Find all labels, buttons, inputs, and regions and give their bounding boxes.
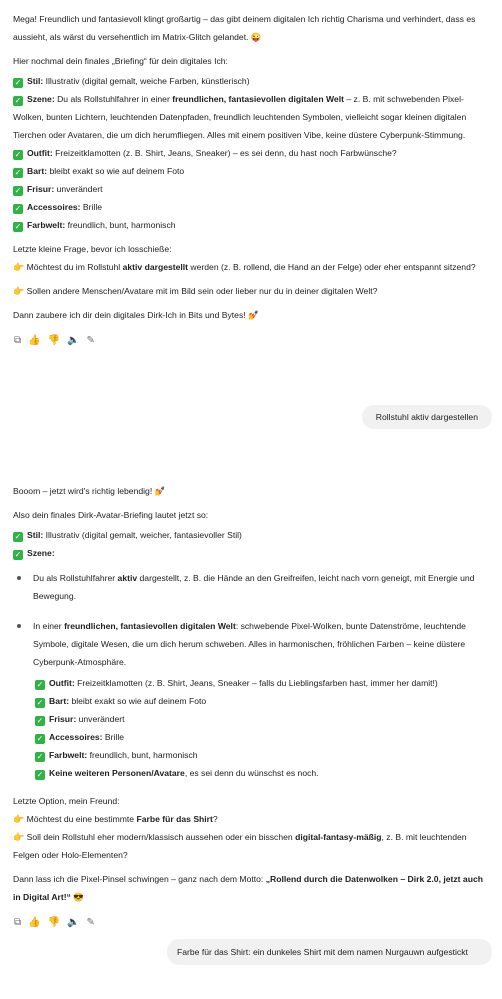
speaker-icon[interactable]: 🔈: [67, 335, 80, 346]
user-message-1: Rollstuhl aktiv dargestellen: [362, 405, 492, 429]
message-outro: Dann lass ich die Pixel-Pinsel schwingen – ganz nach dem Motto: „Rollend durch die Datenwolken – Dirk 2.0, jetzt auch in Digital Art!“ 😎: [13, 874, 483, 902]
check-icon: ✓: [14, 222, 22, 231]
thumbs-down-icon[interactable]: 👎: [47, 917, 61, 928]
copy-icon[interactable]: ⧉: [14, 917, 22, 928]
last-option: Letzte Option, mein Freund:: [13, 796, 120, 806]
briefing-item-szene: ✓ Szene:: [14, 548, 55, 559]
briefing-item-farbwelt: ✓ Farbwelt: freundlich, bunt, harmonisch: [14, 220, 176, 231]
briefing-item-accessoires: ✓ Accessoires: Brille: [14, 202, 103, 213]
assistant-message-2: [13, 482, 492, 930]
check-icon: ✓: [14, 150, 22, 159]
check-icon: ✓: [36, 680, 44, 689]
assistant-message-1: [13, 10, 492, 348]
edit-icon[interactable]: ✎: [86, 335, 95, 346]
question-2: 👉 Soll dein Rollstuhl eher modern/klassisch aussehen oder ein bisschen digital-fantasy-mäßig, z. B. mit leuchtenden Felgen oder Holo-Elementen?: [13, 832, 467, 860]
speaker-icon[interactable]: 🔈: [67, 917, 80, 928]
check-icon: ✓: [14, 168, 22, 177]
thumbs-down-icon[interactable]: 👎: [47, 335, 61, 346]
briefing-item-accessoires: ✓ Accessoires: Brille: [36, 732, 125, 743]
briefing-item-stil: ✓ Stil: Illustrativ (digital gemalt, weiche Farben, künstlerisch): [14, 76, 250, 87]
briefing-intro: Hier nochmal dein finales „Briefing“ für dein digitales Ich:: [13, 56, 228, 66]
pointing-hand-icon: 👉: [13, 286, 25, 296]
check-icon: ✓: [14, 186, 22, 195]
list-item: Du als Rollstuhlfahrer aktiv dargestellt, z. B. die Hände an den Greifreifen, leicht nach vorn geneigt, mit Energie und Bewegung.: [13, 569, 492, 605]
copy-icon[interactable]: ⧉: [14, 335, 22, 346]
check-icon: ✓: [14, 96, 22, 105]
briefing-item-frisur: ✓ Frisur: unverändert: [14, 184, 103, 195]
briefing-item-frisur: ✓ Frisur: unverändert: [36, 714, 125, 725]
check-icon: ✓: [14, 550, 22, 559]
pointing-hand-icon: 👉: [13, 262, 25, 272]
check-icon: ✓: [14, 78, 22, 87]
check-icon: ✓: [36, 716, 44, 725]
question-1: 👉 Möchtest du im Rollstuhl aktiv dargestellt werden (z. B. rollend, die Hand an der Felge) oder eher entspannt sitzend?: [13, 262, 476, 272]
briefing-item-farbwelt: ✓ Farbwelt: freundlich, bunt, harmonisch: [36, 750, 198, 761]
briefing-item-outfit: ✓ Outfit: Freizeitklamotten (z. B. Shirt, Jeans, Sneaker – falls du Lieblingsfarben hast, immer her damit!): [36, 678, 438, 689]
briefing-item-outfit: ✓ Outfit: Freizeitklamotten (z. B. Shirt, Jeans, Sneaker) – es sei denn, du hast noch Farbwünsche?: [14, 148, 397, 159]
check-icon: ✓: [36, 698, 44, 707]
question-1: 👉 Möchtest du eine bestimmte Farbe für das Shirt?: [13, 814, 218, 824]
nested-list: [13, 674, 492, 782]
message-intro: Mega! Freundlich und fantasievoll klingt großartig – das gibt deinem digitalen Ich richtig Charisma und verhindert, dass es aussieht, als wärst du versehentlich im Matrix-Glitch gelandet. 😜: [13, 14, 476, 42]
last-question: Letzte kleine Frage, bevor ich losschieße:: [13, 244, 172, 254]
check-icon: ✓: [36, 734, 44, 743]
check-icon: ✓: [36, 752, 44, 761]
message-outro: Dann zaubere ich dir dein digitales Dirk-Ich in Bits und Bytes! 💅: [13, 310, 259, 320]
check-icon: ✓: [14, 532, 22, 541]
briefing-item-szene: ✓ Szene: Du als Rollstuhlfahrer in einer freundlichen, fantasievollen digitalen Welt – z. B. mit schwebenden Pixel-Wolken, bunten Lichtern, leuchtenden Datenpfaden, freundlich leuchtenden Symbolen, vielleicht sogar kleinen digitalen Tierchen oder Avataren, die um dich herumfliegen. Alles mit einem positiven Vibe, keine düstere Cyberpunk-Stimmung.: [13, 94, 467, 140]
message-actions: [14, 334, 492, 348]
user-message-2: Farbe für das Shirt: ein dunkeles Shirt mit dem namen Nurgauwn aufgestickt: [167, 939, 492, 965]
check-icon: ✓: [14, 204, 22, 213]
thumbs-up-icon[interactable]: 👍: [28, 335, 41, 346]
edit-icon[interactable]: ✎: [86, 917, 95, 928]
question-2: 👉 Sollen andere Menschen/Avatare mit im Bild sein oder lieber nur du in deiner digitalen Welt?: [13, 286, 378, 296]
message-intro: Booom – jetzt wird's richtig lebendig! 💅: [13, 486, 166, 496]
check-icon: ✓: [36, 770, 44, 779]
briefing-item-bart: ✓ Bart: bleibt exakt so wie auf deinem Foto: [36, 696, 207, 707]
briefing-item-stil: ✓ Stil: Illustrativ (digital gemalt, weicher, fantasievoller Stil): [14, 530, 242, 541]
list-item: In einer freundlichen, fantasievollen digitalen Welt: schwebende Pixel-Wolken, bunte Datenströme, leuchtende Symbole, digitale Wesen, die um dich herum schweben. Alles in harmonischen, fröhlichen Farben – keine düstere Cyberpunk-Atmosphäre.: [13, 617, 492, 671]
briefing-intro: Also dein finales Dirk-Avatar-Briefing lautet jetzt so:: [13, 510, 209, 520]
pointing-hand-icon: 👉: [13, 814, 25, 824]
briefing-item-bart: ✓ Bart: bleibt exakt so wie auf deinem Foto: [14, 166, 185, 177]
briefing-item-personen: ✓ Keine weiteren Personen/Avatare, es sei denn du wünschst es noch.: [36, 768, 319, 779]
message-actions: [14, 916, 492, 930]
thumbs-up-icon[interactable]: 👍: [28, 917, 41, 928]
pointing-hand-icon: 👉: [13, 832, 25, 842]
